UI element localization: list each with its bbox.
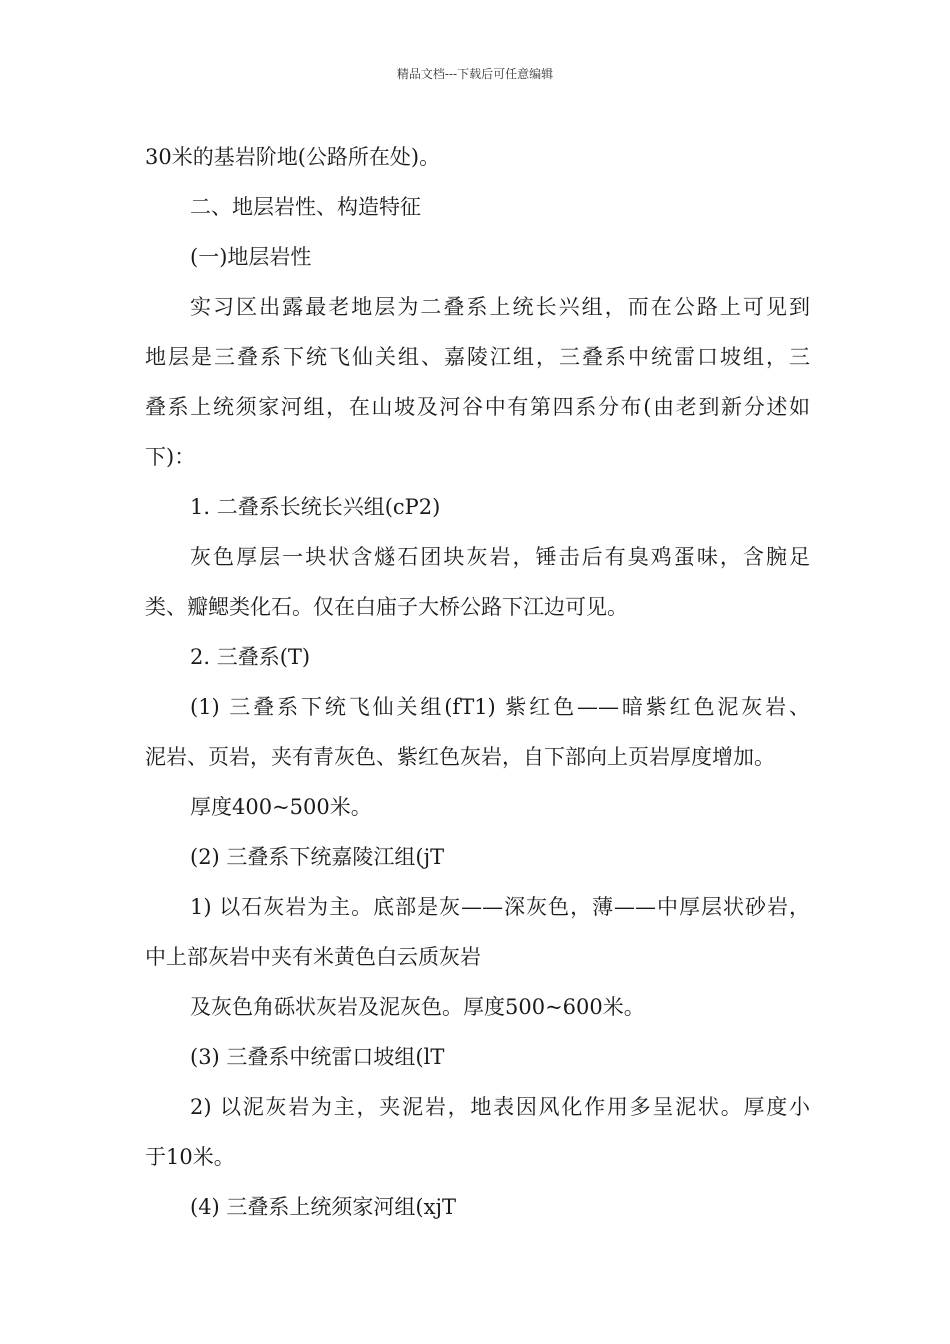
list-heading: 1. 二叠系长统长兴组(cP2) — [190, 495, 441, 519]
paragraph-line: 于10米。 — [145, 1145, 235, 1169]
paragraph-line: 1) 以石灰岩为主。底部是灰——深灰色，薄——中厚层状砂岩， — [190, 895, 810, 919]
section-heading: 二、地层岩性、构造特征 — [190, 195, 421, 219]
paragraph-line: 下)： — [145, 445, 196, 469]
document-body — [145, 132, 810, 1232]
subsection-heading: (一)地层岩性 — [190, 245, 312, 269]
paragraph-line: 叠系上统须家河组，在山坡及河谷中有第四系分布(由老到新分述如 — [145, 395, 810, 419]
paragraph-line: 厚度400~500米。 — [190, 795, 372, 819]
paragraph-line: 泥岩、页岩，夹有青灰色、紫红色灰岩，自下部向上页岩厚度增加。 — [145, 745, 775, 769]
paragraph-line: 灰色厚层一块状含燧石团块灰岩，锤击后有臭鸡蛋味，含腕足 — [190, 545, 810, 569]
list-heading: (4) 三叠系上统须家河组(xjT — [190, 1195, 456, 1219]
list-heading: 2. 三叠系(T) — [190, 645, 311, 669]
paragraph-line: 类、瓣鳃类化石。仅在白庙子大桥公路下江边可见。 — [145, 595, 628, 619]
paragraph-line: 实习区出露最老地层为二叠系上统长兴组，而在公路上可见到 — [190, 295, 810, 319]
text-line: 30米的基岩阶地(公路所在处)。 — [145, 145, 441, 169]
list-heading: (2) 三叠系下统嘉陵江组(jT — [190, 845, 445, 869]
paragraph-line: 地层是三叠系下统飞仙关组、嘉陵江组，三叠系中统雷口坡组，三 — [145, 345, 810, 369]
paragraph-line: 及灰色角砾状灰岩及泥灰色。厚度500~600米。 — [190, 995, 645, 1019]
list-heading: (3) 三叠系中统雷口坡组(lT — [190, 1045, 445, 1069]
paragraph-line: 2) 以泥灰岩为主，夹泥岩，地表因风化作用多呈泥状。厚度小 — [190, 1095, 810, 1119]
paragraph-line: 中上部灰岩中夹有米黄色白云质灰岩 — [145, 945, 481, 969]
page-header: 精品文档---下载后可任意编辑 — [396, 67, 554, 81]
paragraph-line: (1) 三叠系下统飞仙关组(fT1) 紫红色——暗紫红色泥灰岩、 — [190, 695, 810, 719]
